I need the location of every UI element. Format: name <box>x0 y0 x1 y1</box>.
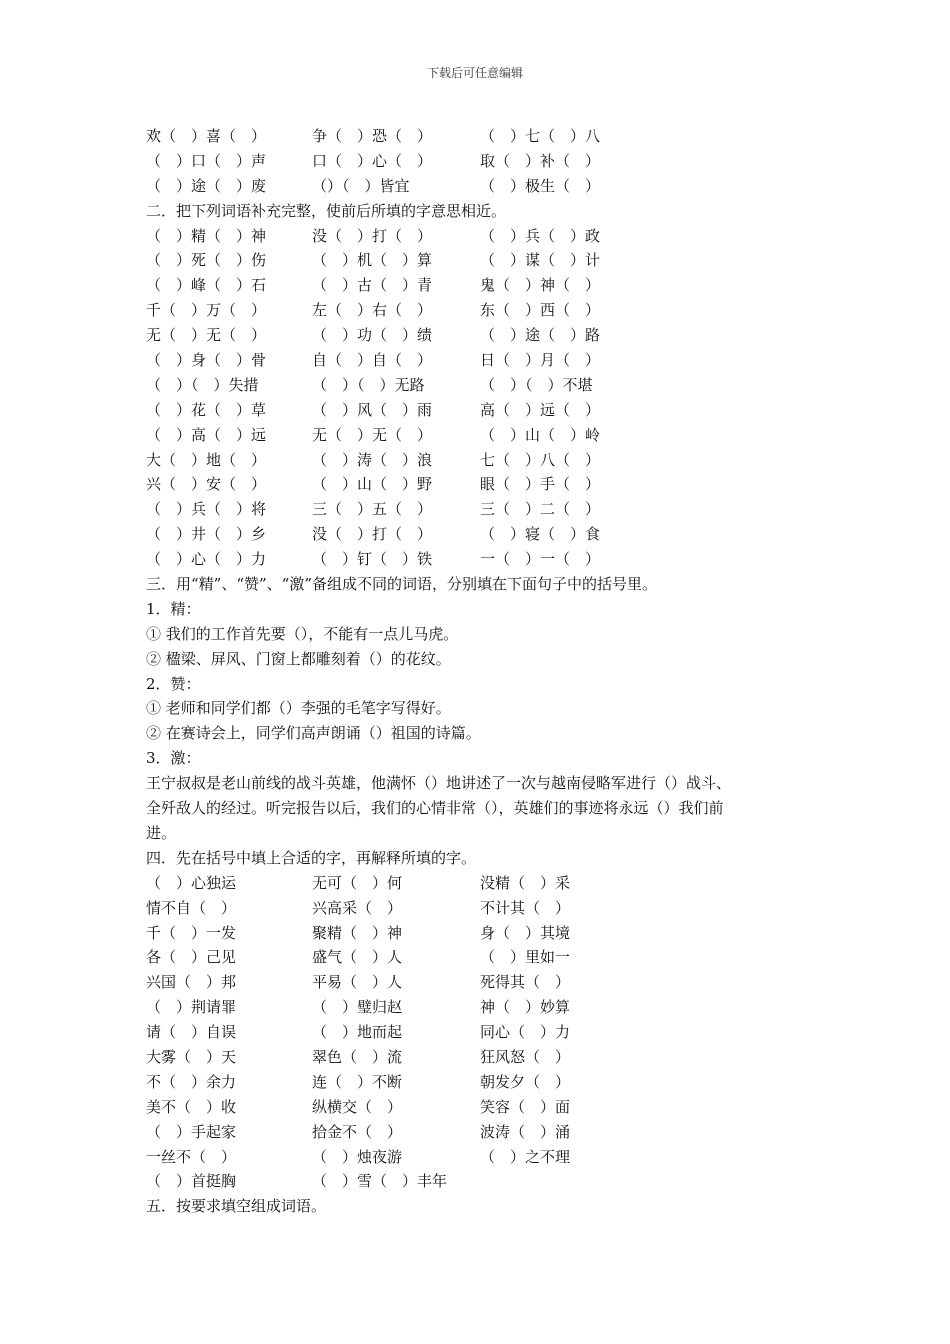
ji-label: 3．激： <box>146 749 201 768</box>
exercise-row <box>146 970 816 995</box>
ji-paragraph-line-3: 进。 <box>146 823 177 842</box>
exercise-item: （ ）兵（ ）政 <box>480 226 601 245</box>
section-2-title: 二．把下列词语补充完整，使前后所填的字意思相近。 <box>146 201 507 220</box>
exercise-row <box>146 995 816 1020</box>
exercise-row <box>146 1169 816 1194</box>
exercise-row <box>146 248 816 273</box>
exercise-item: （ ）途（ ）废 <box>146 176 267 195</box>
exercise-item: （ ）心独运 <box>146 873 237 892</box>
exercise-item: （ ）途（ ）路 <box>480 326 601 345</box>
exercise-item: 不计其（ ） <box>480 898 571 917</box>
exercise-item: （ ）七（ ）八 <box>480 127 601 145</box>
exercise-row <box>146 1120 816 1145</box>
exercise-item: 左（ ）右（ ） <box>312 301 433 320</box>
exercise-row <box>146 448 816 473</box>
exercise-item: （ ）里如一 <box>480 948 571 967</box>
exercise-item: （ ）峰（ ）石 <box>146 276 267 295</box>
exercise-item: 争（ ）恐（ ） <box>312 127 433 145</box>
exercise-item: （ ）手起家 <box>146 1122 237 1141</box>
exercise-item: 兴（ ）安（ ） <box>146 475 267 494</box>
jing-label: 1．精： <box>146 599 201 618</box>
jing-sentence-2: ② 楹梁、屏风、门窗上都雕刻着（）的花纹。 <box>146 649 451 668</box>
exercise-item: 高（ ）远（ ） <box>480 400 601 419</box>
exercise-row <box>146 149 816 174</box>
section-4-grid <box>146 871 816 1195</box>
exercise-item: （ ）身（ ）骨 <box>146 351 267 370</box>
exercise-item: （ ）机（ ）算 <box>312 251 433 270</box>
exercise-item: （ ）首挺胸 <box>146 1172 237 1191</box>
exercise-row <box>146 1070 816 1095</box>
exercise-item: 情不自（ ） <box>146 898 237 917</box>
exercise-item: 聚精（ ）神 <box>312 923 403 942</box>
exercise-item: 三（ ）二（ ） <box>480 500 601 519</box>
exercise-item: 没精（ ）采 <box>480 873 571 892</box>
exercise-item: （ ）雪（ ）丰年 <box>312 1172 448 1191</box>
exercise-row <box>146 921 816 946</box>
exercise-row <box>146 348 816 373</box>
exercise-item: 鬼（ ）神（ ） <box>480 276 601 295</box>
exercise-item: 翠色（ ）流 <box>312 1047 403 1066</box>
exercise-row <box>146 1095 816 1120</box>
exercise-item: 千（ ）万（ ） <box>146 301 267 320</box>
zan-sentence-2: ② 在赛诗会上，同学们高声朗诵（）祖国的诗篇。 <box>146 724 481 743</box>
ji-paragraph-line-1: 王宁叔叔是老山前线的战斗英雄，他满怀（）地讲述了一次与越南侵略军进行（）战斗、 <box>146 774 732 793</box>
exercise-item: （ ）精（ ）神 <box>146 226 267 245</box>
exercise-item: 拾金不（ ） <box>312 1122 403 1141</box>
exercise-item: 七（ ）八（ ） <box>480 450 601 469</box>
exercise-item: 大雾（ ）天 <box>146 1047 237 1066</box>
section-1-grid <box>146 124 816 199</box>
exercise-item: （ ）荆请罪 <box>146 998 237 1017</box>
exercise-item: 大（ ）地（ ） <box>146 450 267 469</box>
exercise-row <box>146 1020 816 1045</box>
zan-sentence-1: ① 老师和同学们都（）李强的毛笔字写得好。 <box>146 699 451 718</box>
exercise-item: 东（ ）西（ ） <box>480 301 601 320</box>
exercise-row <box>146 323 816 348</box>
exercise-item: （ ）谋（ ）计 <box>480 251 601 270</box>
exercise-item: 盛气（ ）人 <box>312 948 403 967</box>
exercise-item: 身（ ）其境 <box>480 923 571 942</box>
exercise-row <box>146 1145 816 1170</box>
exercise-row <box>146 298 816 323</box>
section-5-title: 五．按要求填空组成词语。 <box>146 1197 327 1216</box>
exercise-item: 口（ ）心（ ） <box>312 151 433 170</box>
exercise-row <box>146 174 816 199</box>
exercise-item: 神（ ）妙算 <box>480 998 571 1017</box>
ji-paragraph-line-2: 全歼敌人的经过。听完报告以后，我们的心情非常（），英雄们的事迹将永远（）我们前 <box>146 799 724 818</box>
exercise-item: 笑容（ ）面 <box>480 1097 571 1116</box>
exercise-item: （ ）（ ）不堪 <box>480 375 593 394</box>
exercise-item: 兴高采（ ） <box>312 898 403 917</box>
exercise-item: 欢（ ）喜（ ） <box>146 127 267 145</box>
exercise-item: 眼（ ）手（ ） <box>480 475 601 494</box>
exercise-item: 自（ ）自（ ） <box>312 351 433 370</box>
exercise-row <box>146 273 816 298</box>
exercise-item: 无（ ）无（ ） <box>146 326 267 345</box>
exercise-item: 一（ ）一（ ） <box>480 550 601 569</box>
jing-sentence-1: ① 我们的工作首先要（），不能有一点儿马虎。 <box>146 624 459 643</box>
document-body <box>146 124 816 1219</box>
exercise-item: 平易（ ）人 <box>312 973 403 992</box>
exercise-item: （ ）功（ ）绩 <box>312 326 433 345</box>
exercise-row <box>146 472 816 497</box>
exercise-item: （ ）心（ ）力 <box>146 550 267 569</box>
exercise-row <box>146 373 816 398</box>
exercise-row <box>146 945 816 970</box>
exercise-item: （ ）璧归赵 <box>312 998 403 1017</box>
exercise-item: （ ）兵（ ）将 <box>146 500 267 519</box>
exercise-item: （ ）高（ ）远 <box>146 425 267 444</box>
exercise-item: 同心（ ）力 <box>480 1023 571 1042</box>
exercise-item: （ ）烛夜游 <box>312 1147 403 1166</box>
exercise-item: （ ）井（ ）乡 <box>146 525 267 544</box>
exercise-item: 无可（ ）何 <box>312 873 403 892</box>
exercise-item: （ ）花（ ）草 <box>146 400 267 419</box>
exercise-item: 连（ ）不断 <box>312 1072 403 1091</box>
exercise-row <box>146 423 816 448</box>
exercise-item: （ ）山（ ）岭 <box>480 425 601 444</box>
exercise-item: 狂风怒（ ） <box>480 1047 571 1066</box>
exercise-item: （ ）古（ ）青 <box>312 276 433 295</box>
exercise-row <box>146 497 816 522</box>
exercise-item: 三（ ）五（ ） <box>312 500 433 519</box>
exercise-item: （ ）之不理 <box>480 1147 571 1166</box>
exercise-item: 取（ ）补（ ） <box>480 151 601 170</box>
exercise-item: 千（ ）一发 <box>146 923 237 942</box>
exercise-item: 没（ ）打（ ） <box>312 525 433 544</box>
exercise-item: 请（ ）自误 <box>146 1023 237 1042</box>
exercise-item: （ ）死（ ）伤 <box>146 251 267 270</box>
section-4-title: 四．先在括号中填上合适的字，再解释所填的字。 <box>146 848 477 867</box>
section-3-title: 三．用“精”、“赞”、“激”备组成不同的词语，分别填在下面句子中的括号里。 <box>146 575 658 594</box>
exercise-item: 兴国（ ）邦 <box>146 973 237 992</box>
exercise-row <box>146 1045 816 1070</box>
exercise-item: （ ）口（ ）声 <box>146 151 267 170</box>
exercise-item: 纵横交（ ） <box>312 1097 403 1116</box>
exercise-row <box>146 398 816 423</box>
exercise-item: （ ）风（ ）雨 <box>312 400 433 419</box>
exercise-row <box>146 896 816 921</box>
exercise-item: 死得其（ ） <box>480 973 571 992</box>
section-2-grid <box>146 224 816 572</box>
exercise-item: 美不（ ）收 <box>146 1097 237 1116</box>
exercise-item: （ ）寝（ ）食 <box>480 525 601 544</box>
exercise-item: 一丝不（ ） <box>146 1147 237 1166</box>
page-header: 下载后可任意编辑 <box>426 66 523 80</box>
zan-label: 2．赞： <box>146 674 201 693</box>
exercise-item: 无（ ）无（ ） <box>312 425 433 444</box>
exercise-item: （ ）钉（ ）铁 <box>312 550 433 569</box>
exercise-item: 朝发夕（ ） <box>480 1072 571 1091</box>
exercise-item: 各（ ）己见 <box>146 948 237 967</box>
exercise-item: （ ）（ ）失措 <box>146 375 259 394</box>
exercise-item: （ ）极生（ ） <box>480 176 601 195</box>
exercise-item: 没（ ）打（ ） <box>312 226 433 245</box>
exercise-item: （）（ ）皆宜 <box>312 176 410 195</box>
exercise-item: 日（ ）月（ ） <box>480 351 601 370</box>
exercise-item: （ ）山（ ）野 <box>312 475 433 494</box>
exercise-row <box>146 547 816 572</box>
exercise-row <box>146 224 816 249</box>
exercise-row <box>146 124 816 149</box>
exercise-item: 波涛（ ）涌 <box>480 1122 571 1141</box>
exercise-row <box>146 522 816 547</box>
exercise-item: （ ）涛（ ）浪 <box>312 450 433 469</box>
exercise-item: （ ）（ ）无路 <box>312 375 425 394</box>
exercise-item: （ ）地而起 <box>312 1023 403 1042</box>
exercise-row <box>146 871 816 896</box>
exercise-item: 不（ ）余力 <box>146 1072 237 1091</box>
